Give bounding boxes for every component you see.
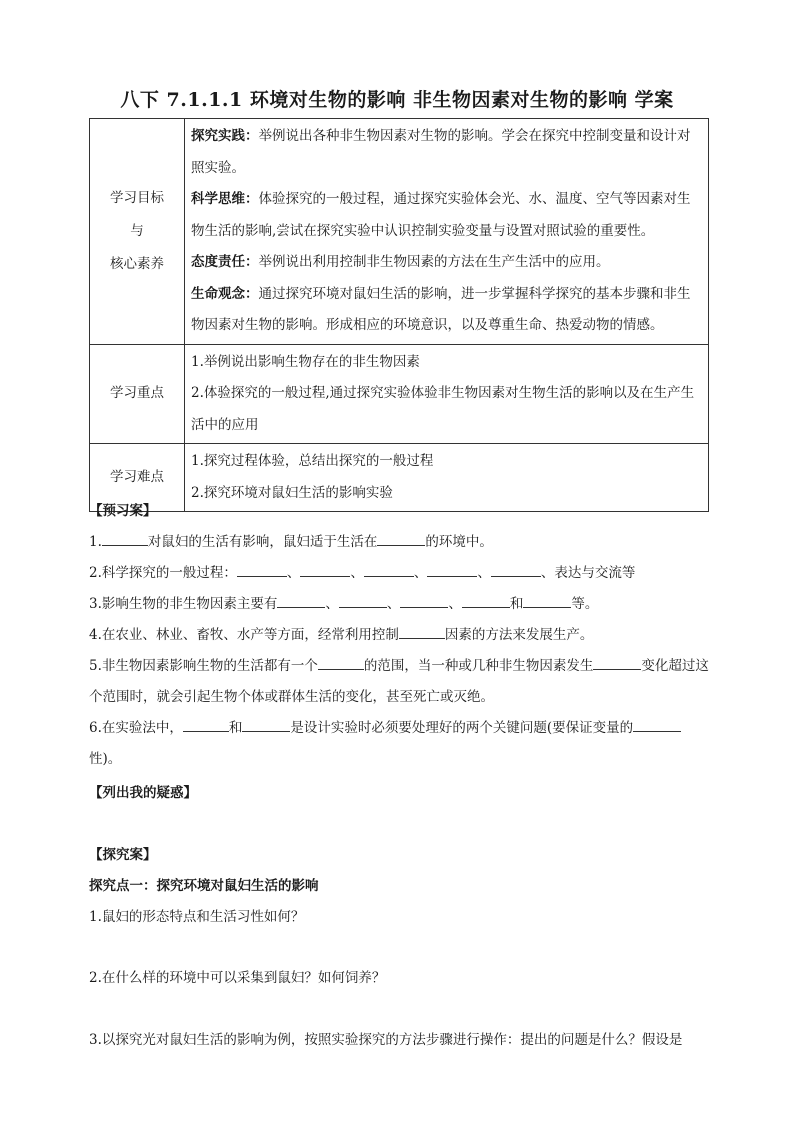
objective-text: 通过探究环境对鼠妇生活的影响，进一步掌握科学探究的基本步骤和非生物因素对生物的影响。形成相应的环境意识，以及尊重生命、热爱动物的情感。 [191, 285, 691, 333]
text-seg: 6.在实验法中， [89, 720, 183, 736]
label-line: 与 [130, 222, 144, 239]
objective-keyword: 探究实践： [191, 128, 259, 144]
text-seg: 的范围，当一种或几种非生物因素发生 [363, 658, 594, 674]
fill-blank[interactable] [242, 719, 290, 732]
objective-keyword: 科学思维： [191, 191, 259, 207]
text-seg: 和 [509, 596, 524, 612]
objective-keyword: 生命观念： [191, 285, 259, 302]
text-seg: 、 [386, 596, 401, 612]
text-seg: 1. [89, 534, 102, 550]
text-seg: 、 [325, 596, 339, 612]
difficulty-item: 1.探究过程体验，总结出探究的一般过程 [191, 453, 434, 469]
fill-blank[interactable] [183, 719, 229, 732]
key-points-content [185, 344, 709, 444]
preview-question-6 [89, 713, 709, 775]
text-seg: 、 [448, 596, 462, 612]
fill-blank[interactable] [237, 564, 287, 577]
fill-blank[interactable] [491, 564, 541, 577]
objective-item [191, 247, 702, 279]
objective-item [191, 279, 702, 342]
fill-blank[interactable] [399, 626, 445, 639]
text-seg: 4.在农业、林业、畜牧、水产等方面，经常利用控制 [89, 627, 399, 643]
fill-blank[interactable] [400, 595, 448, 608]
fill-blank[interactable] [277, 595, 325, 608]
text-seg: 3.影响生物的非生物因素主要有 [89, 596, 278, 612]
row-label-key-points: 学习重点 [90, 344, 185, 444]
fill-blank[interactable] [593, 657, 641, 670]
fill-blank[interactable] [462, 595, 510, 608]
preview-section [89, 496, 709, 775]
page-title: 八下 7.1.1.1 环境对生物的影响 非生物因素对生物的影响 学案 [120, 89, 674, 111]
text-seg: 2.科学探究的一般过程： [89, 565, 237, 581]
fill-blank[interactable] [427, 564, 477, 577]
text-seg: 、表达与交流等 [540, 565, 636, 581]
preview-header: 【预习案】 [89, 503, 157, 519]
explore-header: 【探究案】 [89, 847, 157, 863]
text-seg: 因素的方法来发展生产。 [444, 627, 594, 643]
text-seg: 等。 [571, 596, 599, 612]
objective-item [191, 184, 702, 247]
explore-question: 3.以探究光对鼠妇生活的影响为例，按照实验探究的方法步骤进行操作：提出的问题是什么？假设是 [89, 1032, 683, 1048]
preview-question-3 [89, 589, 709, 620]
key-point-item: 1.举例说出影响生物存在的非生物因素 [191, 353, 420, 370]
fill-blank[interactable] [364, 564, 414, 577]
doubts-section [89, 778, 709, 809]
text-seg: 5.非生物因素影响生物的生活都有一个 [89, 658, 318, 674]
key-point-item: 2.体验探究的一般过程,通过探究实验体验非生物因素对生物生活的影响以及在生产生活中的应用 [191, 385, 695, 433]
text-seg: 和 [228, 720, 243, 736]
text-seg: 是设计实验时必须要处理好的两个关键问题(要保证变量的 [290, 720, 634, 736]
row-label-difficulties: 学习难点 [90, 444, 185, 512]
text-seg: 、 [477, 565, 491, 581]
text-seg: 、 [413, 565, 428, 581]
objective-text: 举例说出利用控制非生物因素的方法在生产生活中的应用。 [258, 254, 610, 270]
doubts-header: 【列出我的疑惑】 [89, 785, 197, 801]
fill-blank[interactable] [633, 719, 681, 732]
table-row [90, 119, 709, 345]
preview-question-1 [89, 527, 709, 558]
objective-item [191, 121, 702, 184]
text-seg: 、 [350, 565, 364, 581]
difficulty-item: 2.探究环境对鼠妇生活的影响实验 [191, 484, 393, 501]
label-line: 核心素养 [110, 255, 164, 272]
row-label-objectives [90, 119, 185, 345]
text-seg: 、 [286, 565, 301, 581]
fill-blank[interactable] [523, 595, 571, 608]
fill-blank[interactable] [377, 533, 425, 546]
fill-blank[interactable] [102, 533, 148, 546]
preview-question-5 [89, 651, 709, 713]
preview-question-2 [89, 558, 709, 589]
fill-blank[interactable] [318, 657, 364, 670]
explore-question: 2.在什么样的环境中可以采集到鼠妇？如何饲养？ [89, 970, 386, 986]
text-seg: 变化超过这个范围时，就会引起生物个体或群体生活的变化，甚至死亡或灭绝。 [89, 658, 709, 705]
explore-question: 1.鼠妇的形态特点和生活习性如何？ [89, 909, 305, 925]
explore-section [89, 840, 709, 1056]
objectives-table [89, 118, 709, 512]
explore-point-title: 探究点一：探究环境对鼠妇生活的影响 [89, 878, 319, 894]
text-seg: 对鼠妇的生活有影响，鼠妇适于生活在 [147, 534, 378, 550]
text-seg: 的环境中。 [425, 534, 493, 550]
fill-blank[interactable] [339, 595, 387, 608]
objectives-content [185, 119, 709, 345]
preview-question-4 [89, 620, 709, 651]
objective-text: 体验探究的一般过程，通过探究实验体会光、水、温度、空气等因素对生物生活的影响,尝试在探究实验中认识控制实验变量与设置对照试验的重要性。 [191, 191, 691, 239]
table-row [90, 344, 709, 444]
objective-keyword: 态度责任： [191, 254, 259, 270]
objective-text: 举例说出各种非生物因素对生物的影响。学会在探究中控制变量和设计对照实验。 [191, 128, 691, 176]
label-line: 学习目标 [110, 189, 164, 206]
fill-blank[interactable] [300, 564, 350, 577]
text-seg: 性)。 [89, 751, 122, 767]
